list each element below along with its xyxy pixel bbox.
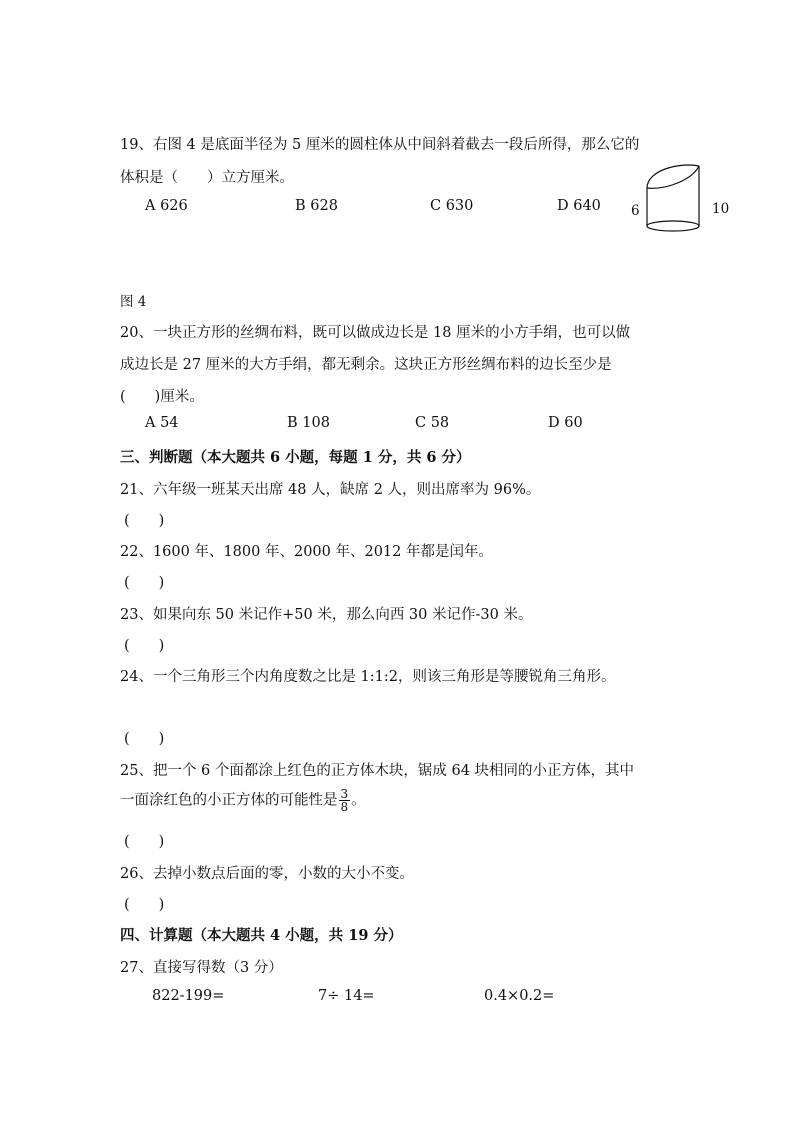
- q27-item-1: 822-199=: [152, 988, 225, 1004]
- q19-option-c: C 630: [430, 198, 474, 214]
- truncated-cylinder-figure: [640, 158, 710, 234]
- figure-label-left: 6: [631, 203, 640, 219]
- q25-fraction: [339, 788, 351, 813]
- q20-option-c: C 58: [415, 415, 450, 431]
- q19-option-b: B 628: [295, 198, 338, 214]
- section-4-title: 四、计算题（本大题共 4 小题，共 19 分）: [120, 927, 403, 944]
- q19-option-a: A 626: [145, 198, 188, 214]
- q26-answer-blank: ( ): [124, 897, 165, 913]
- q19-option-d: D 640: [557, 198, 601, 214]
- q22-answer-blank: ( ): [124, 575, 165, 591]
- q25-line1: 25、把一个 6 个面都涂上红色的正方体木块，锯成 64 块相同的小正方体，其中: [120, 763, 635, 779]
- q25-line2-end: 。: [351, 792, 366, 809]
- q19-line2: 体积是（ ）立方厘米。: [120, 170, 294, 186]
- q20-line2: 成边长是 27 厘米的大方手绢，都无剩余。这块正方形丝绸布料的边长至少是: [120, 357, 612, 373]
- q23-answer-blank: ( ): [124, 638, 165, 654]
- q27-title: 27、直接写得数（3 分）: [120, 960, 283, 976]
- q20-option-d: D 60: [548, 415, 583, 431]
- fraction-numerator: 3: [340, 787, 349, 801]
- q24-text: 24、一个三角形三个内角度数之比是 1:1:2，则该三角形是等腰锐角三角形。: [120, 669, 616, 685]
- q20-line3: ( )厘米。: [120, 389, 204, 405]
- q25-answer-blank: ( ): [124, 834, 165, 850]
- q19-line1: 19、右图 4 是底面半径为 5 厘米的圆柱体从中间斜着截去一段后所得，那么它的: [120, 137, 640, 153]
- figure-caption: 图 4: [120, 294, 147, 310]
- section-3-title: 三、判断题（本大题共 6 小题，每题 1 分，共 6 分）: [120, 449, 471, 466]
- q26-text: 26、去掉小数点后面的零，小数的大小不变。: [120, 866, 414, 882]
- q21-text: 21、六年级一班某天出席 48 人，缺席 2 人，则出席率为 96%。: [120, 482, 541, 498]
- fraction-denominator: 8: [340, 800, 349, 814]
- q27-item-3: 0.4×0.2=: [484, 988, 555, 1004]
- q24-answer-blank: ( ): [124, 731, 165, 747]
- q25-line2-text: 一面涂红色的小正方体的可能性是: [120, 792, 338, 809]
- q27-item-2: 7÷ 14=: [318, 988, 375, 1004]
- q20-option-a: A 54: [145, 415, 179, 431]
- q20-line1: 20、一块正方形的丝绸布料，既可以做成边长是 18 厘米的小方手绢，也可以做: [120, 325, 631, 341]
- q21-answer-blank: ( ): [124, 513, 165, 529]
- q25-line2: [120, 788, 366, 813]
- q23-text: 23、如果向东 50 米记作+50 米，那么向西 30 米记作-30 米。: [120, 607, 533, 623]
- figure-label-right: 10: [712, 201, 730, 217]
- q20-option-b: B 108: [287, 415, 330, 431]
- q22-text: 22、1600 年、1800 年、2000 年、2012 年都是闰年。: [120, 544, 493, 560]
